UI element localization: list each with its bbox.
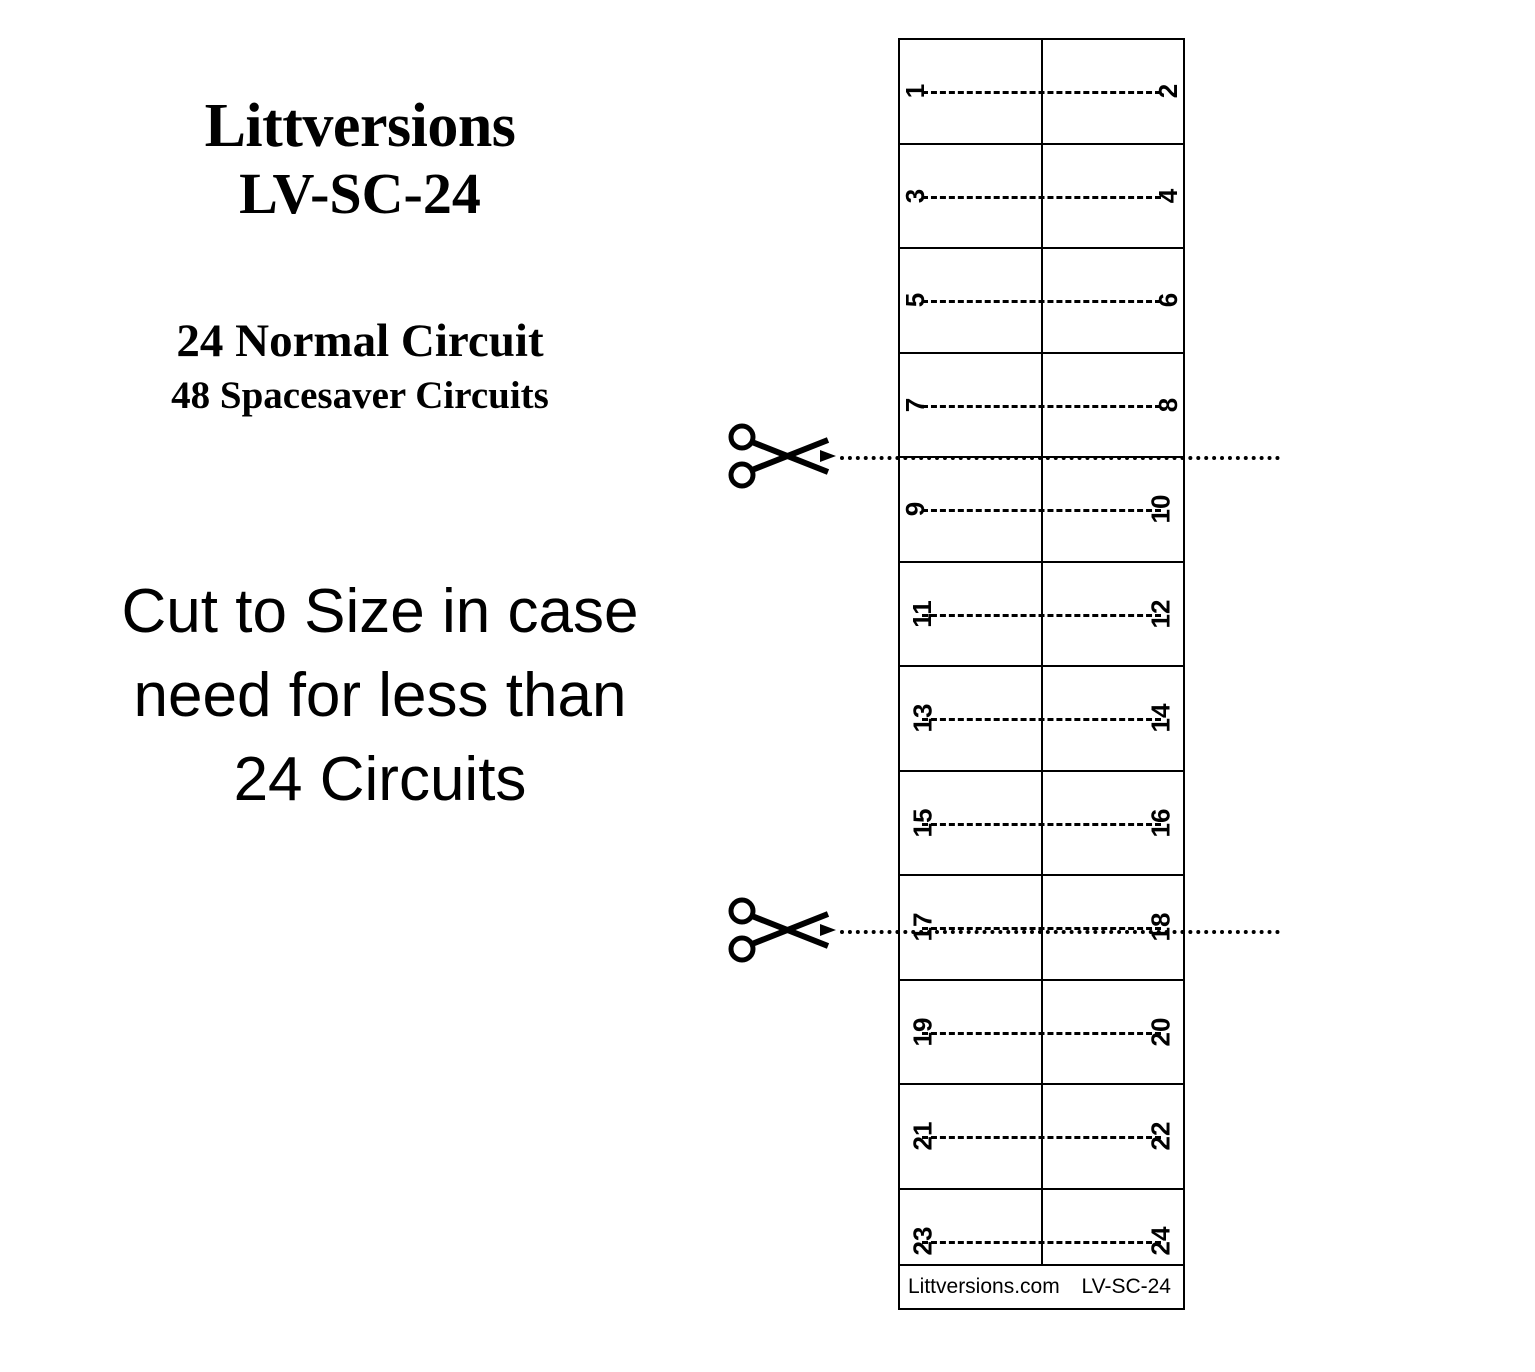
row-dashed-line [922,718,1161,721]
circuit-number-right: 22 [1145,1121,1176,1151]
table-row [900,563,1183,668]
row-dashed-line [922,405,1161,408]
left-text-panel [0,0,720,1372]
scissors-icon [728,894,838,966]
circuit-number-right: 14 [1145,703,1176,733]
circuit-number-left: 17 [907,912,938,942]
spec-spacesaver-circuits: 48 Spacesaver Circuits [171,374,549,417]
circuit-number-left: 1 [900,84,931,99]
brand-name: Littversions [204,92,516,160]
circuit-number-left: 19 [907,1017,938,1047]
instruction-line-2: need for less than [133,661,627,730]
strip-footer [900,1264,1183,1308]
circuit-number-left: 21 [907,1121,938,1151]
table-row [900,354,1183,459]
circuit-number-right: 16 [1145,808,1176,838]
circuit-label-strip [898,38,1185,1310]
row-dashed-line [922,1032,1161,1035]
circuit-number-left: 3 [900,188,931,203]
circuit-number-right: 18 [1145,912,1176,942]
table-row [900,876,1183,981]
circuit-number-right: 8 [1152,397,1183,412]
instruction-line-3: 24 Circuits [233,745,527,814]
instruction-text [0,570,760,822]
table-row [900,1085,1183,1190]
circuit-number-left: 23 [907,1226,938,1256]
cut-line-at-17-18 [840,930,1280,934]
footer-part-number: LV-SC-24 [1081,1275,1171,1298]
circuit-number-left: 13 [907,703,938,733]
circuit-number-left: 9 [900,502,931,517]
circuit-number-right: 12 [1145,599,1176,629]
circuit-number-left: 5 [900,293,931,308]
row-dashed-line [922,196,1161,199]
circuit-number-left: 15 [907,808,938,838]
row-dashed-line [922,509,1161,512]
circuit-number-right: 24 [1145,1226,1176,1256]
circuit-number-right: 20 [1145,1017,1176,1047]
circuit-number-right: 6 [1152,293,1183,308]
brand-model: LV-SC-24 [239,161,481,226]
circuit-number-left: 11 [906,600,937,628]
spec-normal-circuits: 24 Normal Circuit [176,315,544,367]
row-dashed-line [922,91,1161,94]
table-row [900,145,1183,250]
table-row [900,40,1183,145]
table-row [900,667,1183,772]
circuit-number-right: 2 [1152,84,1183,99]
row-dashed-line [922,1241,1161,1244]
table-row [900,458,1183,563]
table-row [900,249,1183,354]
brand-heading [0,92,720,228]
circuit-number-left: 7 [900,397,931,412]
footer-website: Littversions.com [908,1275,1060,1298]
row-dashed-line [922,823,1161,826]
circuit-number-right: 4 [1152,188,1183,203]
cut-line-after-8 [840,456,1280,460]
row-dashed-line [922,614,1161,617]
instruction-line-1: Cut to Size in case [121,577,639,646]
row-dashed-line [922,300,1161,303]
table-row [900,981,1183,1086]
circuit-number-right: 10 [1145,494,1176,524]
row-dashed-line [922,1136,1161,1139]
spec-heading [0,312,720,422]
table-row [900,772,1183,877]
scissors-icon [728,420,838,492]
